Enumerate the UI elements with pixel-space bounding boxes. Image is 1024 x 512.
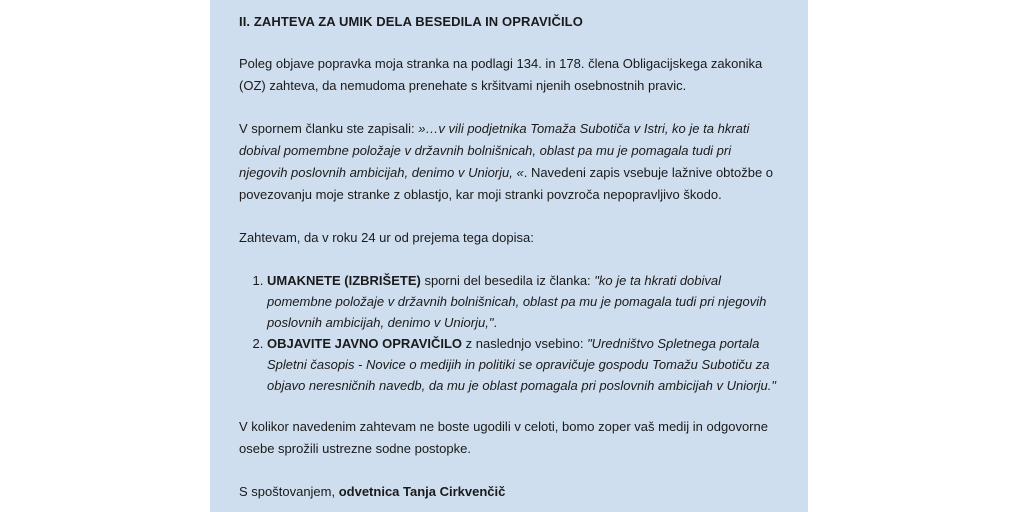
list-item [267,270,778,333]
closing-greeting: S spoštovanjem, [239,484,339,499]
demand-list [239,270,778,396]
paragraph-legal-basis: Poleg objave popravka moja stranka na podlagi 134. in 178. člena Obligacijskega zakonika (OZ) zahteva, da nemudoma prenehate s kršitvami njenih osebnostnih pravic. [239,56,763,93]
demand-bold: OBJAVITE JAVNO OPRAVIČILO [267,336,463,351]
paragraph-demand-intro: Zahtevam, da v roku 24 ur od prejema tega dopisa: [239,230,534,245]
document-panel [210,0,808,512]
section-title: II. ZAHTEVA ZA UMIK DELA BESEDILA IN OPRAVIČILO [239,14,583,29]
demand-end: . [493,315,498,330]
demand-text: z naslednjo vsebino: [462,336,588,351]
quoted-passage: »…v vili podjetnika Tomaža Subotiča v Istri, ko je ta hkrati dobival pomembne položaje v državnih bolnišnicah, oblast pa mu je pomagala tudi pri njegovih poslovnih ambicijah, denimo v Uniorju, « [239,121,750,180]
signature: odvetnica Tanja Cirkvenčič [338,484,506,499]
demand-quote: "ko je ta hkrati dobival pomembne položaje v državnih bolnišnicah, oblast pa mu je pomagala tudi pri njegovih poslovnih ambicijah, denimo v Uniorju," [267,273,767,330]
demand-quote: "Uredništvo Spletnega portala Spletni časopis - Novice o medijih in politiki se opravičuje gospodu Tomažu Subotiču za objavo neresničnih navedb, da mu je oblast pomagala pri poslovnih ambicijah v Uniorju." [267,336,777,393]
quote-intro: V spornem članku ste zapisali: [239,121,419,136]
list-item [267,333,778,396]
quote-followup: . Navedeni zapis vsebuje lažnive obtožbe o povezovanju moje stranke z oblastjo, kar moji stranki povzroča nepopravljivo škodo. [239,165,774,202]
demand-bold: UMAKNETE (IZBRIŠETE) [267,273,421,288]
demand-text: sporni del besedila iz članka: [420,273,595,288]
paragraph-quoted-text [239,118,778,206]
paragraph-legal-action: V kolikor navedenim zahtevam ne boste ugodili v celoti, bomo zoper vaš medij in odgovorne osebe sprožili ustrezne sodne postopke. [239,419,768,456]
closing-line [239,481,778,503]
